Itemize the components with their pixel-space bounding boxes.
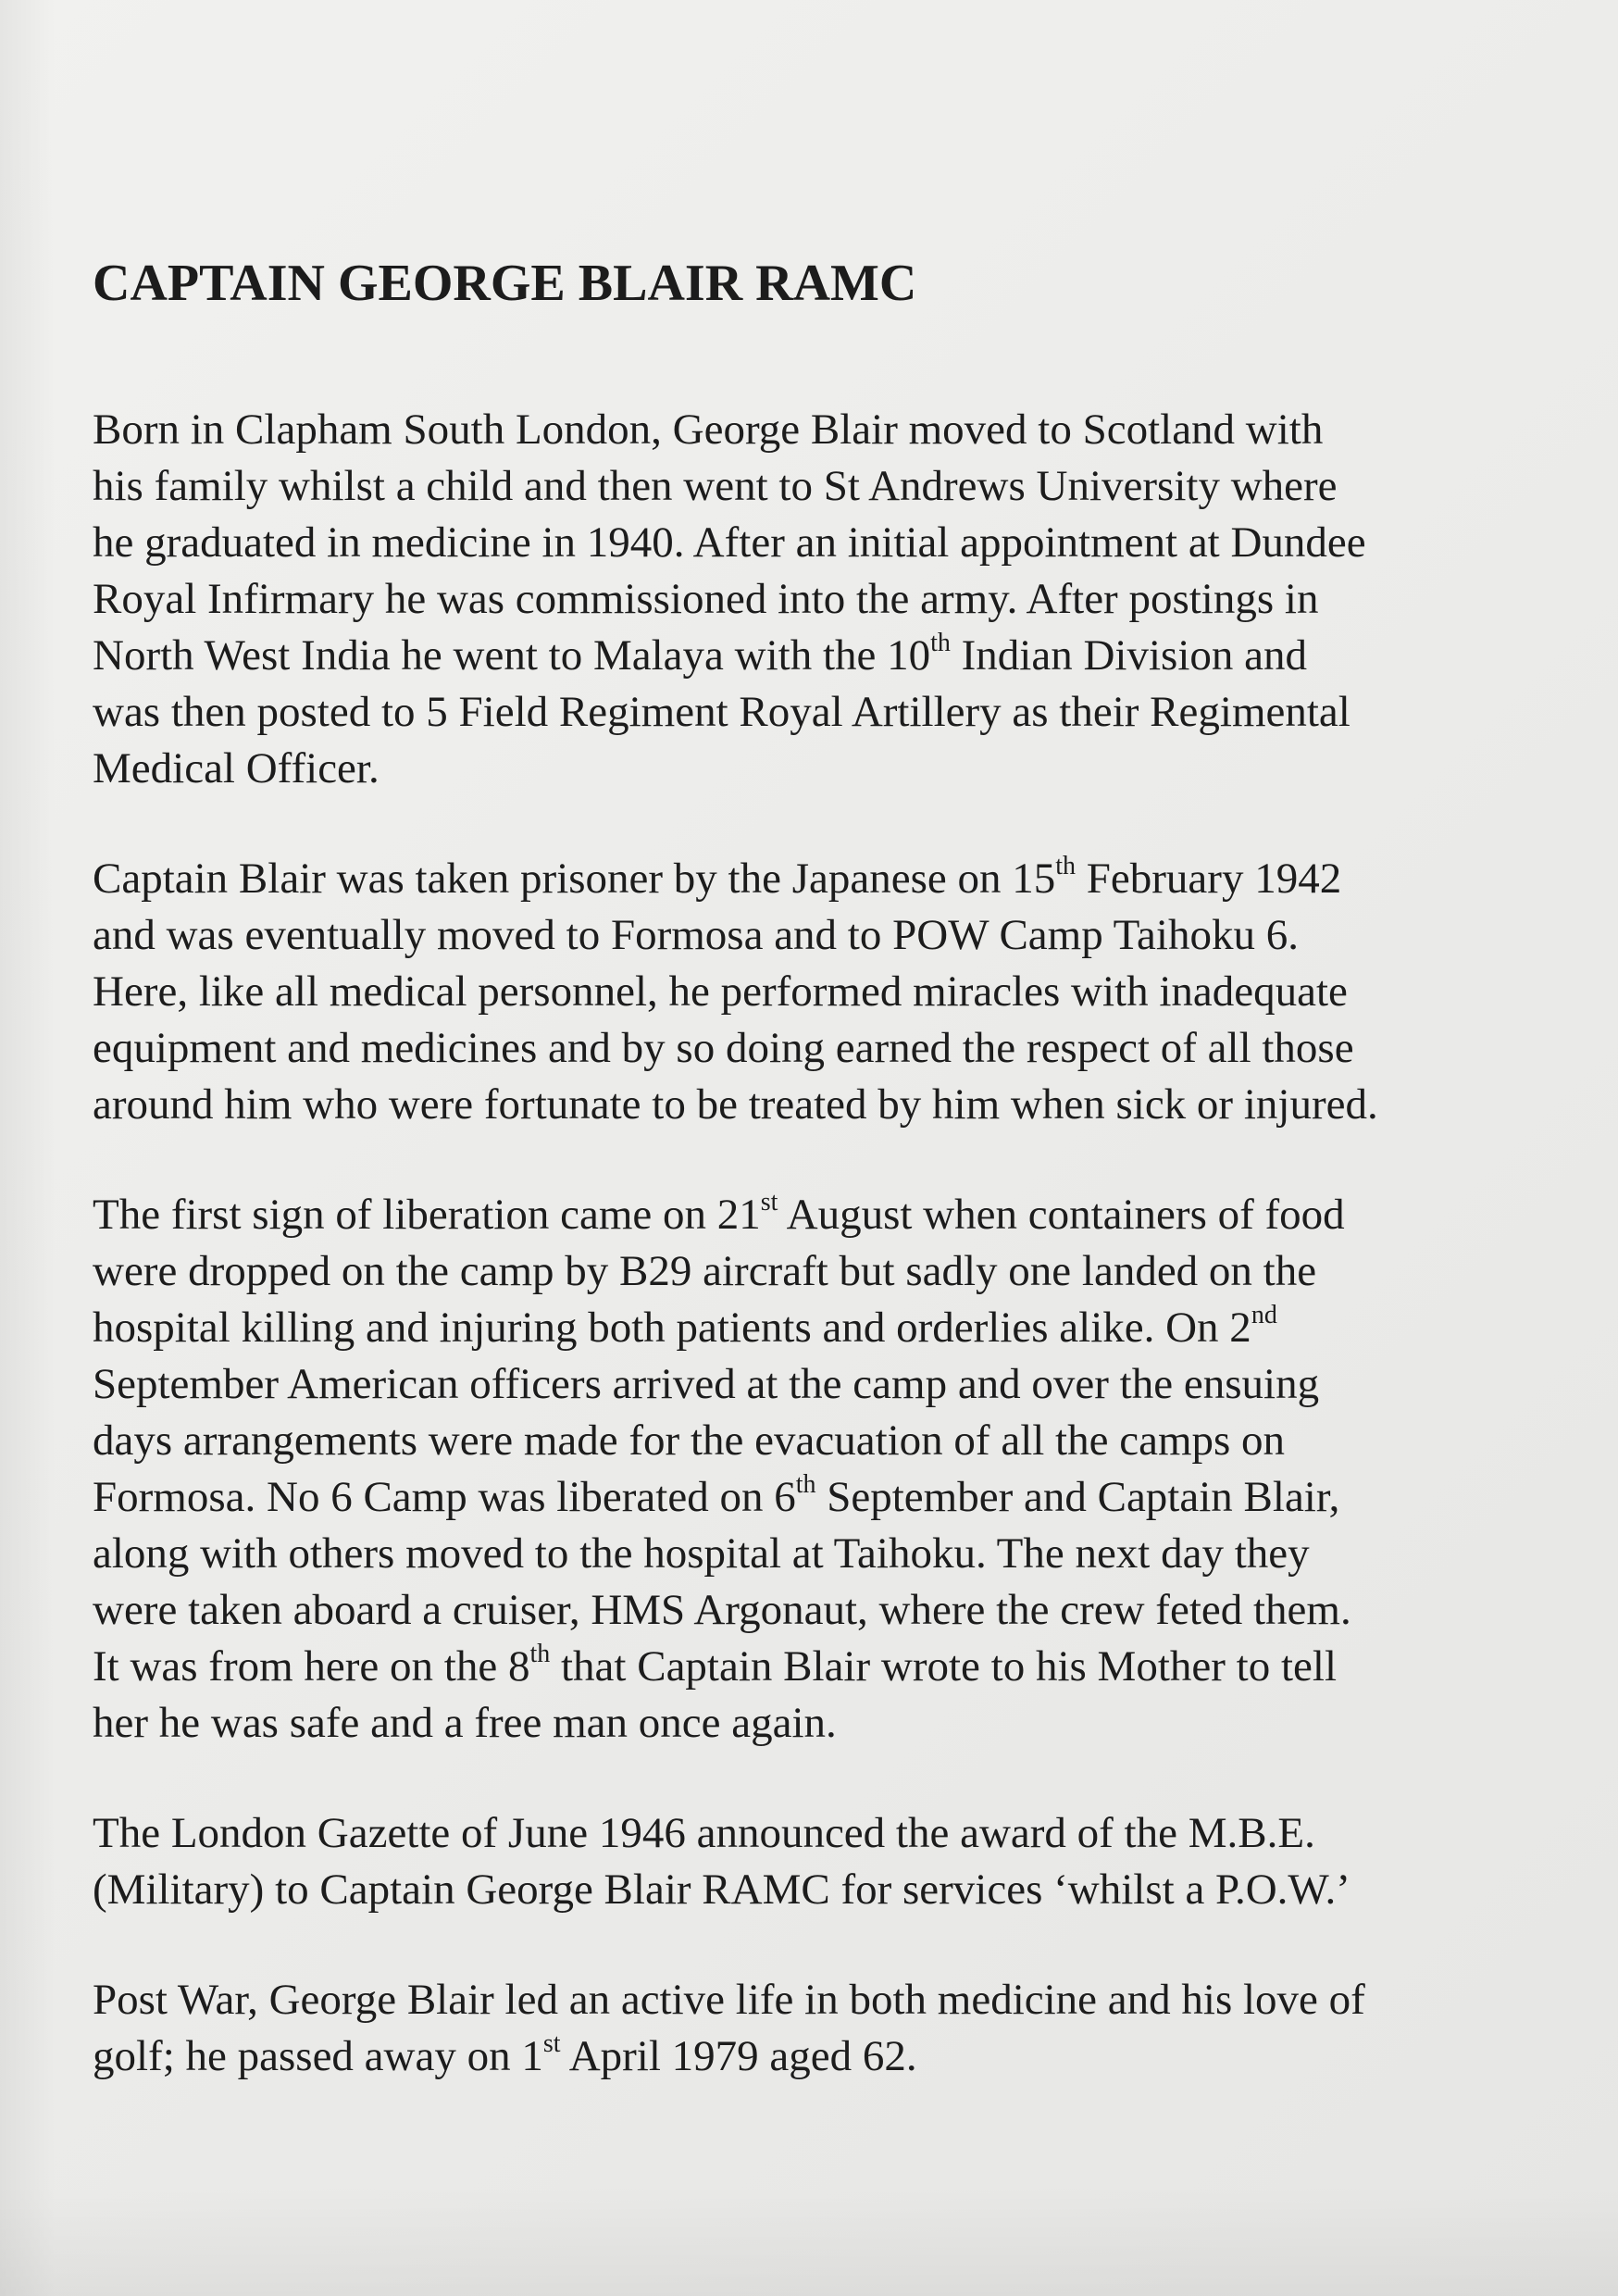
ordinal-suffix: th [529, 1640, 551, 1668]
text-run: The first sign of liberation came on 21 [93, 1191, 761, 1239]
text-line [93, 2028, 1574, 2085]
text-run: Medical Officer. [93, 744, 380, 792]
text-line [93, 628, 1574, 684]
text-line [93, 1187, 1574, 1243]
text-line [93, 1582, 1574, 1639]
text-run: Post War, George Blair led an active life in both medicine and his love of [93, 1976, 1365, 2024]
text-line [93, 1972, 1574, 2028]
text-line [93, 571, 1574, 628]
text-line [93, 402, 1574, 458]
paragraph-list [93, 402, 1574, 2085]
text-run: and was eventually moved to Formosa and to POW Camp Taihoku 6. [93, 911, 1299, 959]
text-run: Here, like all medical personnel, he performed miracles with inadequate [93, 967, 1348, 1016]
text-line [93, 1805, 1574, 1862]
ordinal-suffix: st [760, 1188, 778, 1217]
text-run: he graduated in medicine in 1940. After an initial appointment at Dundee [93, 518, 1366, 567]
text-run: It was from here on the 8 [93, 1642, 530, 1691]
ordinal-suffix: nd [1251, 1301, 1277, 1329]
text-line [93, 964, 1574, 1020]
text-run: were dropped on the camp by B29 aircraft but sadly one landed on the [93, 1247, 1317, 1295]
text-run: August when containers of food [778, 1191, 1345, 1239]
text-run: Indian Division and [950, 631, 1307, 680]
text-line [93, 851, 1574, 907]
paragraph [93, 851, 1574, 1133]
paragraph [93, 1187, 1574, 1752]
text-line [93, 741, 1574, 797]
ordinal-suffix: th [795, 1470, 816, 1499]
text-run: equipment and medicines and by so doing earned the respect of all those [93, 1024, 1354, 1072]
text-line [93, 1300, 1574, 1356]
text-line [93, 907, 1574, 964]
text-run: that Captain Blair wrote to his Mother to tell [550, 1642, 1338, 1691]
text-run: February 1942 [1076, 855, 1342, 903]
text-run: her he was safe and a free man once again. [93, 1699, 837, 1747]
text-run: September and Captain Blair, [815, 1473, 1340, 1521]
text-run: his family whilst a child and then went to St Andrews University where [93, 462, 1338, 510]
text-run: golf; he passed away on 1 [93, 2032, 543, 2080]
text-line [93, 1862, 1574, 1918]
page-shadow-bottom [0, 2185, 1618, 2296]
paragraph [93, 1972, 1574, 2085]
text-line [93, 515, 1574, 571]
text-line [93, 458, 1574, 515]
text-line [93, 1413, 1574, 1469]
paragraph [93, 1805, 1574, 1918]
paragraph [93, 402, 1574, 797]
document-title: CAPTAIN GEORGE BLAIR RAMC [93, 255, 917, 312]
text-line [93, 684, 1574, 741]
ordinal-suffix: th [930, 629, 951, 657]
text-run: Born in Clapham South London, George Blair moved to Scotland with [93, 406, 1324, 454]
text-run: along with others moved to the hospital at Taihoku. The next day they [93, 1529, 1310, 1578]
ordinal-suffix: st [542, 2029, 561, 2058]
text-line [93, 1356, 1574, 1413]
text-run: days arrangements were made for the evacuation of all the camps on [93, 1416, 1286, 1465]
text-run: Royal Infirmary he was commissioned into the army. After postings in [93, 575, 1319, 623]
text-run: around him who were fortunate to be treated by him when sick or injured. [93, 1080, 1378, 1129]
text-line [93, 1469, 1574, 1526]
text-run: hospital killing and injuring both patients and orderlies alike. On 2 [93, 1304, 1251, 1352]
text-line [93, 1077, 1574, 1133]
text-run: Formosa. No 6 Camp was liberated on 6 [93, 1473, 796, 1521]
text-line [93, 1695, 1574, 1752]
text-run: April 1979 aged 62. [560, 2032, 917, 2080]
text-run: North West India he went to Malaya with the 10 [93, 631, 931, 680]
ordinal-suffix: th [1055, 852, 1077, 880]
text-line [93, 1020, 1574, 1077]
text-run: September American officers arrived at the camp and over the ensuing [93, 1360, 1320, 1408]
text-run: was then posted to 5 Field Regiment Royal Artillery as their Regimental [93, 688, 1350, 736]
text-run: The London Gazette of June 1946 announced the award of the M.B.E. [93, 1809, 1315, 1857]
text-run: were taken aboard a cruiser, HMS Argonaut, where the crew feted them. [93, 1586, 1351, 1634]
text-run: Captain Blair was taken prisoner by the Japanese on 15 [93, 855, 1056, 903]
text-line [93, 1243, 1574, 1300]
document-body [93, 250, 1574, 2139]
text-line [93, 1639, 1574, 1695]
text-run: (Military) to Captain George Blair RAMC for services ‘whilst a P.O.W.’ [93, 1866, 1350, 1914]
page-shadow-left [0, 0, 56, 2296]
text-line [93, 1526, 1574, 1582]
